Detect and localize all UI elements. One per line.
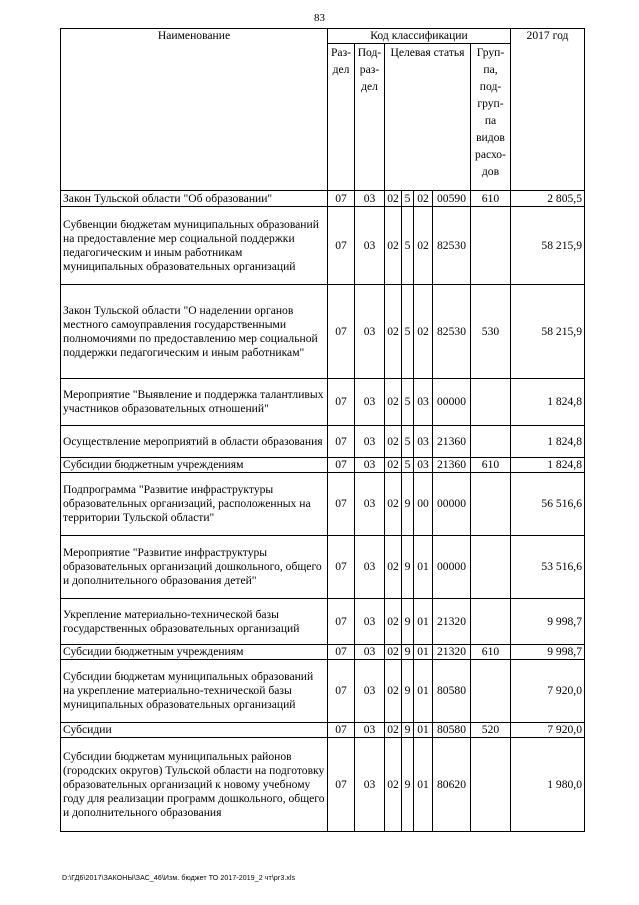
row-name: Закон Тульской области "Об образовании": [61, 191, 328, 207]
target-direction-cell: 80580: [433, 723, 471, 738]
header-target: Целевая статья: [385, 44, 471, 191]
target-direction-cell: 21320: [433, 645, 471, 660]
budget-table: [60, 28, 585, 832]
target-event-cell: 01: [414, 738, 433, 832]
podrazdel-cell: 03: [355, 738, 385, 832]
target-subprogram-cell: 5: [402, 285, 414, 379]
table-row: [61, 191, 585, 207]
target-direction-cell: 00000: [433, 536, 471, 599]
razdel-cell: 07: [328, 379, 355, 426]
razdel-cell: 07: [328, 723, 355, 738]
amount-cell: 1 824,8: [511, 458, 585, 473]
header-name: Наименование: [61, 29, 328, 191]
table-row: [61, 473, 585, 536]
header-group: Груп- па, под- груп- па видов расхо- дов: [471, 44, 511, 191]
expense-group-cell: [471, 379, 511, 426]
target-program-cell: 02: [385, 536, 402, 599]
podrazdel-cell: 03: [355, 599, 385, 645]
razdel-cell: 07: [328, 738, 355, 832]
table-row: [61, 660, 585, 723]
amount-cell: 1 824,8: [511, 426, 585, 458]
table-row: [61, 379, 585, 426]
expense-group-cell: [471, 207, 511, 285]
target-program-cell: 02: [385, 738, 402, 832]
target-subprogram-cell: 9: [402, 473, 414, 536]
target-program-cell: 02: [385, 473, 402, 536]
amount-cell: 9 998,7: [511, 645, 585, 660]
podrazdel-cell: 03: [355, 473, 385, 536]
row-name: Укрепление материально-технической базы государственных образовательных организаций: [61, 599, 328, 645]
target-event-cell: 00: [414, 473, 433, 536]
expense-group-cell: 520: [471, 723, 511, 738]
target-event-cell: 01: [414, 599, 433, 645]
target-program-cell: 02: [385, 379, 402, 426]
table-row: [61, 723, 585, 738]
target-event-cell: 01: [414, 536, 433, 599]
target-direction-cell: 80620: [433, 738, 471, 832]
podrazdel-cell: 03: [355, 379, 385, 426]
razdel-cell: 07: [328, 285, 355, 379]
amount-cell: 7 920,0: [511, 723, 585, 738]
target-subprogram-cell: 9: [402, 645, 414, 660]
target-event-cell: 02: [414, 207, 433, 285]
podrazdel-cell: 03: [355, 191, 385, 207]
table-body: [61, 191, 585, 832]
row-name: Субсидии бюджетам муниципальных районов (городских округов) Тульской области на подготовку образовательных организаций к новому учебному году для реализации программ дошкольного, общего и дополнительного образования: [61, 738, 328, 832]
target-program-cell: 02: [385, 645, 402, 660]
table-row: [61, 738, 585, 832]
expense-group-cell: [471, 738, 511, 832]
target-event-cell: 03: [414, 458, 433, 473]
row-name: Подпрограмма "Развитие инфраструктуры образовательных организаций, расположенных на территории Тульской области": [61, 473, 328, 536]
expense-group-cell: 610: [471, 645, 511, 660]
target-subprogram-cell: 9: [402, 536, 414, 599]
table-row: [61, 285, 585, 379]
row-name: Субсидии бюджетам муниципальных образований на укрепление материально-технической базы муниципальных образовательных организаций: [61, 660, 328, 723]
target-subprogram-cell: 9: [402, 660, 414, 723]
expense-group-cell: 610: [471, 191, 511, 207]
target-program-cell: 02: [385, 207, 402, 285]
amount-cell: 1 980,0: [511, 738, 585, 832]
podrazdel-cell: 03: [355, 426, 385, 458]
razdel-cell: 07: [328, 458, 355, 473]
expense-group-cell: [471, 660, 511, 723]
row-name: Закон Тульской области "О наделении органов местного самоуправления государственными полномочиями по предоставлению мер социальной поддержки педагогическим и иным работникам": [61, 285, 328, 379]
row-name: Осуществление мероприятий в области образования: [61, 426, 328, 458]
target-direction-cell: 82530: [433, 207, 471, 285]
row-name: Субсидии бюджетным учреждениям: [61, 645, 328, 660]
row-name: Субвенции бюджетам муниципальных образований на предоставление мер социальной поддержки педагогическим и иным работникам муниципальных образовательных организаций: [61, 207, 328, 285]
podrazdel-cell: 03: [355, 723, 385, 738]
target-subprogram-cell: 5: [402, 379, 414, 426]
page-number: 83: [314, 12, 325, 24]
podrazdel-cell: 03: [355, 536, 385, 599]
razdel-cell: 07: [328, 426, 355, 458]
target-direction-cell: 21360: [433, 458, 471, 473]
target-program-cell: 02: [385, 599, 402, 645]
row-name: Субсидии: [61, 723, 328, 738]
amount-cell: 58 215,9: [511, 207, 585, 285]
row-name: Мероприятие "Развитие инфраструктуры образовательных организаций дошкольного, общего и дополнительного образования детей": [61, 536, 328, 599]
amount-cell: 53 516,6: [511, 536, 585, 599]
target-direction-cell: 21360: [433, 426, 471, 458]
table-row: [61, 599, 585, 645]
target-subprogram-cell: 5: [402, 207, 414, 285]
target-program-cell: 02: [385, 458, 402, 473]
target-program-cell: 02: [385, 426, 402, 458]
target-event-cell: 03: [414, 426, 433, 458]
podrazdel-cell: 03: [355, 207, 385, 285]
target-event-cell: 03: [414, 379, 433, 426]
expense-group-cell: [471, 599, 511, 645]
target-event-cell: 01: [414, 660, 433, 723]
razdel-cell: 07: [328, 207, 355, 285]
row-name: Субсидии бюджетным учреждениям: [61, 458, 328, 473]
header-podrazdel: Под- раз- дел: [355, 44, 385, 191]
podrazdel-cell: 03: [355, 458, 385, 473]
table-row: [61, 536, 585, 599]
target-program-cell: 02: [385, 660, 402, 723]
razdel-cell: 07: [328, 645, 355, 660]
header-razdel: Раз- дел: [328, 44, 355, 191]
file-path-footer: D:\ГД6\2017\ЗАКОНЫ\ЗАС_46\Изм. бюджет ТО 2017-2019_2 чт\pr3.xls: [62, 875, 296, 882]
amount-cell: 2 805,5: [511, 191, 585, 207]
target-event-cell: 02: [414, 191, 433, 207]
header-year: 2017 год: [511, 29, 585, 191]
target-program-cell: 02: [385, 285, 402, 379]
podrazdel-cell: 03: [355, 660, 385, 723]
target-event-cell: 01: [414, 723, 433, 738]
expense-group-cell: [471, 536, 511, 599]
razdel-cell: 07: [328, 599, 355, 645]
target-direction-cell: 00000: [433, 473, 471, 536]
expense-group-cell: [471, 473, 511, 536]
target-subprogram-cell: 9: [402, 599, 414, 645]
target-program-cell: 02: [385, 723, 402, 738]
table-row: [61, 645, 585, 660]
target-program-cell: 02: [385, 191, 402, 207]
expense-group-cell: [471, 426, 511, 458]
amount-cell: 1 824,8: [511, 379, 585, 426]
podrazdel-cell: 03: [355, 285, 385, 379]
expense-group-cell: 610: [471, 458, 511, 473]
amount-cell: 7 920,0: [511, 660, 585, 723]
amount-cell: 56 516,6: [511, 473, 585, 536]
target-subprogram-cell: 9: [402, 738, 414, 832]
razdel-cell: 07: [328, 660, 355, 723]
target-direction-cell: 82530: [433, 285, 471, 379]
target-direction-cell: 21320: [433, 599, 471, 645]
razdel-cell: 07: [328, 191, 355, 207]
table-row: [61, 426, 585, 458]
razdel-cell: 07: [328, 473, 355, 536]
target-subprogram-cell: 5: [402, 458, 414, 473]
amount-cell: 58 215,9: [511, 285, 585, 379]
razdel-cell: 07: [328, 536, 355, 599]
row-name: Мероприятие "Выявление и поддержка талантливых участников образовательных отношений": [61, 379, 328, 426]
table-header: [61, 29, 585, 191]
header-code: Код классификации: [328, 29, 511, 44]
target-subprogram-cell: 9: [402, 723, 414, 738]
target-event-cell: 01: [414, 645, 433, 660]
target-direction-cell: 00000: [433, 379, 471, 426]
target-direction-cell: 00590: [433, 191, 471, 207]
target-event-cell: 02: [414, 285, 433, 379]
target-subprogram-cell: 5: [402, 426, 414, 458]
expense-group-cell: 530: [471, 285, 511, 379]
target-direction-cell: 80580: [433, 660, 471, 723]
table-row: [61, 458, 585, 473]
target-subprogram-cell: 5: [402, 191, 414, 207]
amount-cell: 9 998,7: [511, 599, 585, 645]
podrazdel-cell: 03: [355, 645, 385, 660]
table-row: [61, 207, 585, 285]
